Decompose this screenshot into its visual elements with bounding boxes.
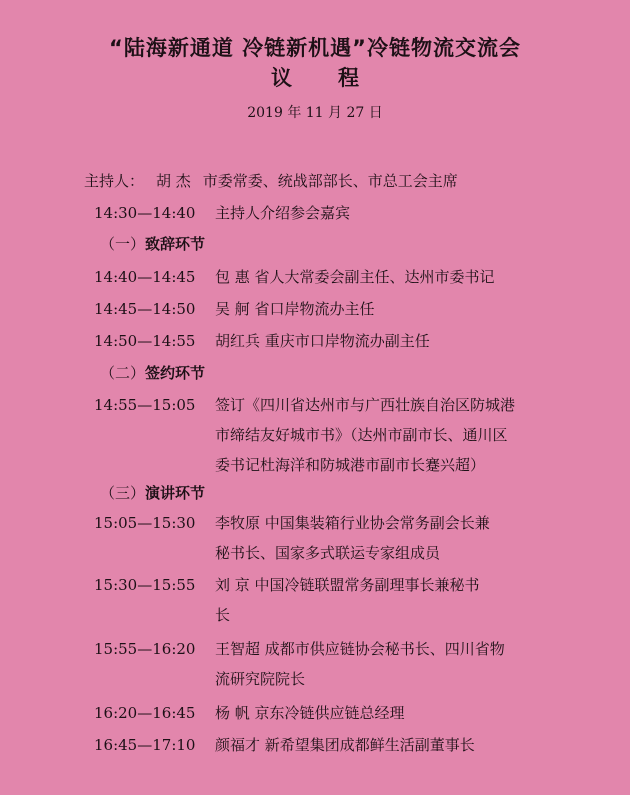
time-slot: 16:20—16:45 (94, 704, 196, 722)
agenda-item-line: 王智超 成都市供应链协会秘书长、四川省物 (215, 640, 505, 658)
time-slot: 15:55—16:20 (94, 640, 196, 658)
agenda-item-line: 秘书长、国家多式联运专家组成员 (215, 544, 441, 562)
agenda-item-line: 委书记杜海洋和防城港市副市长蹇兴超） (215, 456, 486, 474)
section-number: （一） (100, 235, 146, 253)
host-role: 市委常委、统战部部长、市总工会主席 (202, 172, 458, 190)
time-slot: 14:30—14:40 (94, 204, 196, 222)
page-title: “陆海新通道 冷链新机遇”冷链物流交流会 (109, 36, 521, 60)
section-heading (100, 229, 205, 259)
host-name: 胡 杰 (156, 172, 191, 190)
page-subtitle: 议程 (271, 66, 405, 90)
time-slot: 14:40—14:45 (94, 268, 196, 286)
time-slot: 14:50—14:55 (94, 332, 196, 350)
agenda-item: 颜福才 新希望集团成都鲜生活副董事长 (215, 736, 475, 754)
host-line (84, 166, 458, 196)
agenda-item-line: 李牧原 中国集装箱行业协会常务副会长兼 (215, 514, 490, 532)
agenda-item: 吴 舸 省口岸物流办主任 (215, 300, 375, 318)
time-slot: 15:30—15:55 (94, 576, 196, 594)
time-slot: 14:55—15:05 (94, 396, 196, 414)
agenda-item: 包 惠 省人大常委会副主任、达州市委书记 (215, 268, 495, 286)
section-heading (100, 358, 205, 388)
section-heading (100, 478, 205, 508)
agenda-item-line: 签订《四川省达州市与广西壮族自治区防城港 (215, 396, 516, 414)
time-slot: 14:45—14:50 (94, 300, 196, 318)
agenda-item-line: 刘 京 中国冷链联盟常务副理事长兼秘书 (215, 576, 480, 594)
section-number: （三） (100, 484, 146, 502)
agenda-item: 胡红兵 重庆市口岸物流办副主任 (215, 332, 430, 350)
agenda-item: 主持人介绍参会嘉宾 (215, 204, 351, 222)
section-name: 致辞环节 (145, 235, 206, 253)
section-number: （二） (100, 364, 146, 382)
time-slot: 15:05—15:30 (94, 514, 196, 532)
agenda-item-line: 市缔结友好城市书》（达州市副市长、通川区 (215, 426, 508, 444)
host-label: 主持人： (84, 172, 145, 190)
agenda-item-line: 流研究院院长 (215, 670, 306, 688)
section-name: 签约环节 (145, 364, 206, 382)
section-name: 演讲环节 (145, 484, 206, 502)
date: 2019 年 11 月 27 日 (247, 105, 383, 121)
agenda-item-line: 长 (215, 606, 231, 624)
time-slot: 16:45—17:10 (94, 736, 196, 754)
agenda-item: 杨 帆 京东冷链供应链总经理 (215, 704, 405, 722)
